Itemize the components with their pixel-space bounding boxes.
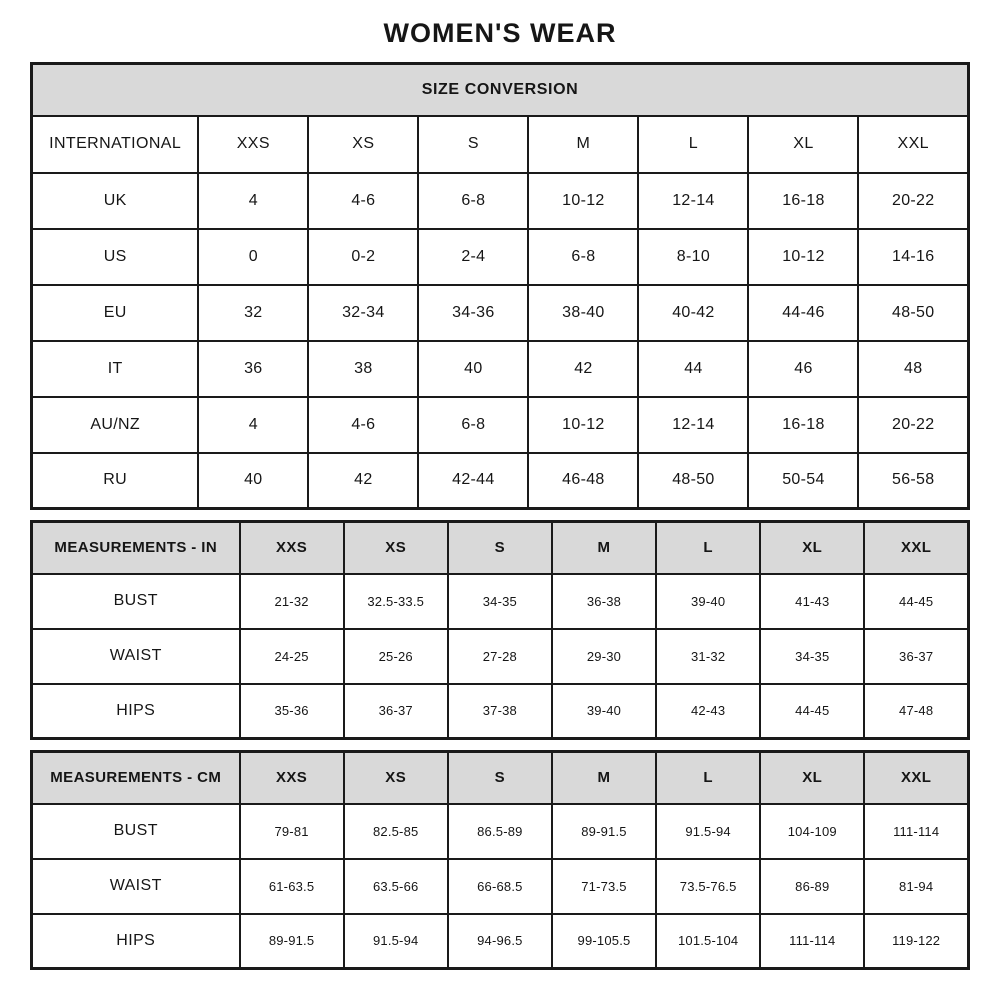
column-header: XS [308,116,418,173]
column-header: S [418,116,528,173]
cell: 4 [198,397,308,453]
column-header: S [448,522,552,574]
column-header: M [552,522,656,574]
cell: 41-43 [760,574,864,629]
cell: 39-40 [552,684,656,739]
row-label: BUST [32,574,240,629]
column-header: XXL [864,752,968,804]
cell: 36-37 [344,684,448,739]
column-header: XS [344,522,448,574]
cell: 99-105.5 [552,914,656,969]
cell: 91.5-94 [344,914,448,969]
cell: 50-54 [748,453,858,509]
column-header: L [638,116,748,173]
cell: 36 [198,341,308,397]
cell: 4-6 [308,397,418,453]
cell: 42 [308,453,418,509]
cell: 10-12 [528,173,638,229]
cell: 63.5-66 [344,859,448,914]
cell: 91.5-94 [656,804,760,859]
column-header: XL [760,752,864,804]
cell: 31-32 [656,629,760,684]
cell: 111-114 [864,804,968,859]
cell: 4-6 [308,173,418,229]
row-label: BUST [32,804,240,859]
column-header: INTERNATIONAL [32,116,199,173]
cell: 2-4 [418,229,528,285]
cell: 24-25 [240,629,344,684]
cell: 10-12 [528,397,638,453]
cell: 40 [418,341,528,397]
column-header: XL [748,116,858,173]
cell: 73.5-76.5 [656,859,760,914]
table-band-header: SIZE CONVERSION [32,64,969,116]
measurements-in-table [30,520,970,740]
table-row [32,804,969,859]
cell: 56-58 [858,453,968,509]
cell: 42-44 [418,453,528,509]
table-row [32,629,969,684]
row-label: WAIST [32,859,240,914]
row-label: AU/NZ [32,397,199,453]
cell: 8-10 [638,229,748,285]
cell: 42 [528,341,638,397]
cell: 82.5-85 [344,804,448,859]
cell: 46-48 [528,453,638,509]
cell: 6-8 [418,173,528,229]
column-header: S [448,752,552,804]
cell: 34-35 [760,629,864,684]
cell: 38 [308,341,418,397]
column-header: MEASUREMENTS - IN [32,522,240,574]
table-row [32,684,969,739]
cell: 10-12 [748,229,858,285]
cell: 47-48 [864,684,968,739]
cell: 32.5-33.5 [344,574,448,629]
cell: 0-2 [308,229,418,285]
cell: 61-63.5 [240,859,344,914]
cell: 14-16 [858,229,968,285]
cell: 42-43 [656,684,760,739]
cell: 101.5-104 [656,914,760,969]
column-header: MEASUREMENTS - CM [32,752,240,804]
cell: 44-46 [748,285,858,341]
page-title: WOMEN'S WEAR [383,18,617,48]
column-header: M [552,752,656,804]
cell: 4 [198,173,308,229]
column-header: XXL [864,522,968,574]
cell: 34-36 [418,285,528,341]
row-label: HIPS [32,684,240,739]
cell: 20-22 [858,397,968,453]
row-label: EU [32,285,199,341]
cell: 44-45 [760,684,864,739]
cell: 37-38 [448,684,552,739]
cell: 12-14 [638,397,748,453]
column-header: XXS [240,522,344,574]
cell: 119-122 [864,914,968,969]
cell: 39-40 [656,574,760,629]
cell: 0 [198,229,308,285]
cell: 94-96.5 [448,914,552,969]
columns-row [32,752,969,804]
cell: 44 [638,341,748,397]
cell: 48-50 [638,453,748,509]
table-row [32,859,969,914]
row-label: UK [32,173,199,229]
cell: 79-81 [240,804,344,859]
cell: 44-45 [864,574,968,629]
cell: 32 [198,285,308,341]
cell: 81-94 [864,859,968,914]
table-row [32,914,969,969]
cell: 89-91.5 [552,804,656,859]
column-header: XXS [240,752,344,804]
cell: 48-50 [858,285,968,341]
cell: 6-8 [418,397,528,453]
cell: 38-40 [528,285,638,341]
cell: 104-109 [760,804,864,859]
column-header: L [656,522,760,574]
column-header: XXL [858,116,968,173]
cell: 29-30 [552,629,656,684]
cell: 36-38 [552,574,656,629]
column-header: XXS [198,116,308,173]
cell: 12-14 [638,173,748,229]
cell: 27-28 [448,629,552,684]
column-header: L [656,752,760,804]
cell: 6-8 [528,229,638,285]
cell: 86-89 [760,859,864,914]
band-row [32,64,969,116]
row-label: RU [32,453,199,509]
cell: 46 [748,341,858,397]
cell: 66-68.5 [448,859,552,914]
table-row [32,574,969,629]
row-label: WAIST [32,629,240,684]
column-header: XL [760,522,864,574]
cell: 21-32 [240,574,344,629]
cell: 48 [858,341,968,397]
table-row [32,229,969,285]
cell: 36-37 [864,629,968,684]
cell: 86.5-89 [448,804,552,859]
table-row [32,285,969,341]
cell: 32-34 [308,285,418,341]
row-label: IT [32,341,199,397]
columns-row [32,116,969,173]
cell: 20-22 [858,173,968,229]
cell: 16-18 [748,173,858,229]
row-label: US [32,229,199,285]
cell: 16-18 [748,397,858,453]
column-header: M [528,116,638,173]
cell: 111-114 [760,914,864,969]
measurements-cm-table [30,750,970,970]
table-row [32,341,969,397]
cell: 40 [198,453,308,509]
cell: 71-73.5 [552,859,656,914]
size-conversion-table [30,62,970,510]
cell: 35-36 [240,684,344,739]
cell: 40-42 [638,285,748,341]
cell: 89-91.5 [240,914,344,969]
cell: 25-26 [344,629,448,684]
table-row [32,397,969,453]
table-row [32,453,969,509]
cell: 34-35 [448,574,552,629]
row-label: HIPS [32,914,240,969]
table-row [32,173,969,229]
columns-row [32,522,969,574]
column-header: XS [344,752,448,804]
